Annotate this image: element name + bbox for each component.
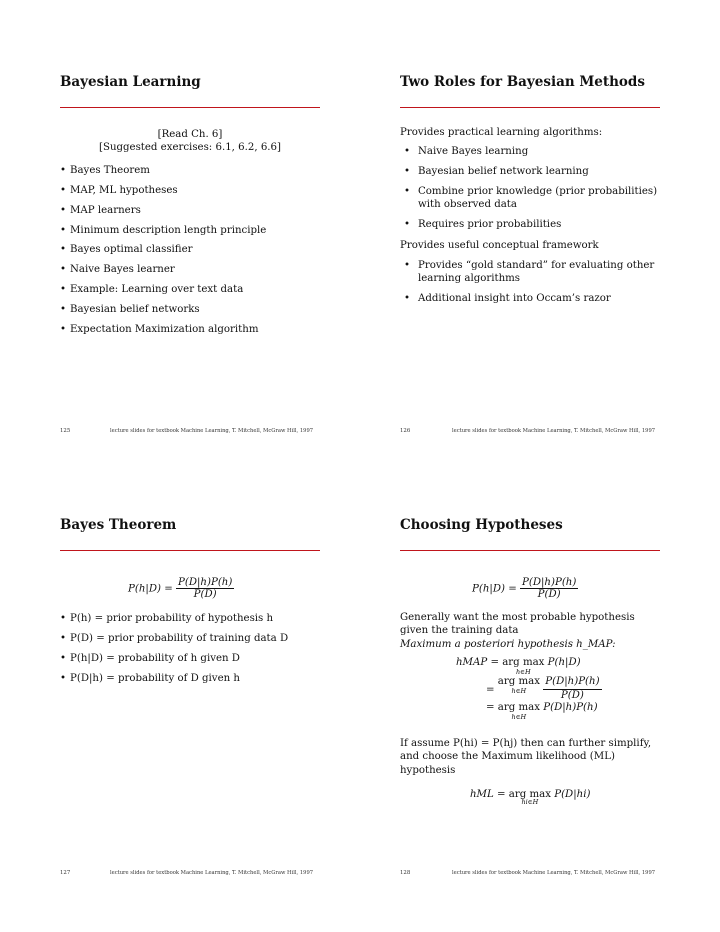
slide-title: Choosing Hypotheses (400, 517, 563, 533)
paragraph: If assume P(hi) = P(hj) then can further simplify, and choose the Maximum likelihood (ML) hypothesis (400, 738, 652, 776)
title-rule (60, 107, 320, 108)
definition-list (60, 612, 330, 691)
list-item: • Bayesian belief networks (60, 303, 330, 316)
argmax-label: arg max (502, 657, 545, 668)
argmax-label: arg max (497, 675, 540, 687)
list-item: • MAP learners (60, 204, 330, 217)
page-number: 127 (60, 870, 71, 876)
map-rhs: P(D|h)P(h) (543, 702, 598, 714)
argmax-label: arg max (508, 789, 551, 800)
fraction-denominator: P(D) (537, 589, 561, 600)
argmax-subscript: h∈H (511, 713, 527, 722)
list-item: • P(D|h) = probability of D given h (60, 672, 330, 685)
map-derivation (456, 657, 602, 721)
fraction-numerator: P(D|h)P(h) (522, 577, 577, 588)
equation-lhs: P(h|D) = (128, 583, 173, 595)
fraction-numerator: P(D|h)P(h) (178, 577, 233, 588)
slide-body (400, 611, 662, 651)
slide-title: Bayesian Learning (60, 74, 201, 90)
list-item: • Expectation Maximization algorithm (60, 323, 330, 336)
title-rule (400, 107, 660, 108)
fraction-denominator: P(D) (193, 589, 217, 600)
map-line-1 (456, 657, 602, 676)
list-item: • Example: Learning over text data (60, 283, 330, 296)
map-lhs: = (486, 702, 495, 714)
topic-list (60, 164, 330, 343)
equation-fraction (543, 676, 601, 703)
slide-body (400, 126, 662, 311)
bullet-list (400, 145, 662, 231)
argmax-subscript: h∈H (511, 686, 527, 695)
map-line-2 (456, 676, 602, 703)
ml-paragraph (400, 737, 662, 777)
reading-line: [Read Ch. 6] (157, 129, 223, 140)
map-lhs: = (486, 684, 495, 696)
list-item: • Provides “gold standard” for evaluating other learning algorithms (404, 259, 662, 286)
list-item: • Naive Bayes learning (404, 145, 662, 158)
argmax-subscript: h∈H (515, 667, 531, 676)
bayes-equation (128, 577, 234, 600)
slide-footer: lecture slides for textbook Machine Learning, T. Mitchell, McGraw Hill, 1997 (452, 428, 656, 434)
argmax-operator (498, 676, 540, 695)
paragraph: Generally want the most probable hypothesis given the training data (400, 612, 635, 637)
equation-lhs: P(h|D) = (472, 583, 517, 595)
argmax-operator (502, 657, 544, 676)
list-item: • P(h|D) = probability of h given D (60, 652, 330, 665)
page-number: 128 (400, 870, 411, 876)
map-intro: Maximum a posteriori hypothesis h_MAP: (400, 638, 616, 650)
list-item: • Bayes Theorem (60, 164, 330, 177)
map-lhs: hMAP = (456, 657, 499, 668)
argmax-operator (498, 702, 540, 721)
map-line-3 (456, 702, 602, 721)
exercises-line: [Suggested exercises: 6.1, 6.2, 6.6] (98, 142, 282, 154)
list-item: • Requires prior probabilities (404, 218, 662, 231)
ml-equation (470, 789, 590, 806)
list-item: • Bayesian belief network learning (404, 165, 662, 178)
ml-lhs: hML = (470, 789, 509, 800)
slide-footer: lecture slides for textbook Machine Learning, T. Mitchell, McGraw Hill, 1997 (452, 870, 656, 876)
equation-fraction (520, 577, 578, 600)
slide-footer: lecture slides for textbook Machine Learning, T. Mitchell, McGraw Hill, 1997 (110, 870, 314, 876)
map-rhs: P(h|D) (547, 657, 581, 668)
list-item: • Naive Bayes learner (60, 263, 330, 276)
paragraph: Provides useful conceptual framework (400, 240, 599, 252)
page-number: 126 (400, 428, 411, 434)
bayes-equation (472, 577, 578, 600)
argmax-label: arg max (497, 702, 540, 714)
list-item: • MAP, ML hypotheses (60, 184, 330, 197)
fraction-denominator: P(D) (560, 689, 584, 701)
reading-note (60, 128, 320, 155)
title-rule (400, 550, 660, 551)
list-item: • Additional insight into Occam’s razor (404, 292, 662, 305)
fraction-numerator: P(D|h)P(h) (543, 676, 601, 690)
title-rule (60, 550, 320, 551)
ml-rhs: P(D|hi) (554, 789, 591, 800)
argmax-operator (509, 789, 551, 806)
list-item: • Combine prior knowledge (prior probabilities) with observed data (404, 185, 662, 212)
slide-footer: lecture slides for textbook Machine Learning, T. Mitchell, McGraw Hill, 1997 (110, 428, 314, 434)
list-item: • Minimum description length principle (60, 224, 330, 237)
bullet-list (400, 259, 662, 305)
argmax-subscript: hi∈H (521, 798, 539, 806)
equation-fraction (176, 577, 234, 600)
slide-title: Two Roles for Bayesian Methods (400, 74, 645, 90)
slide-title: Bayes Theorem (60, 517, 177, 533)
list-item: • P(h) = prior probability of hypothesis h (60, 612, 330, 625)
paragraph: Provides practical learning algorithms: (400, 127, 603, 138)
list-item: • P(D) = prior probability of training data D (60, 632, 330, 645)
page-number: 125 (60, 428, 71, 434)
list-item: • Bayes optimal classifier (60, 243, 330, 256)
